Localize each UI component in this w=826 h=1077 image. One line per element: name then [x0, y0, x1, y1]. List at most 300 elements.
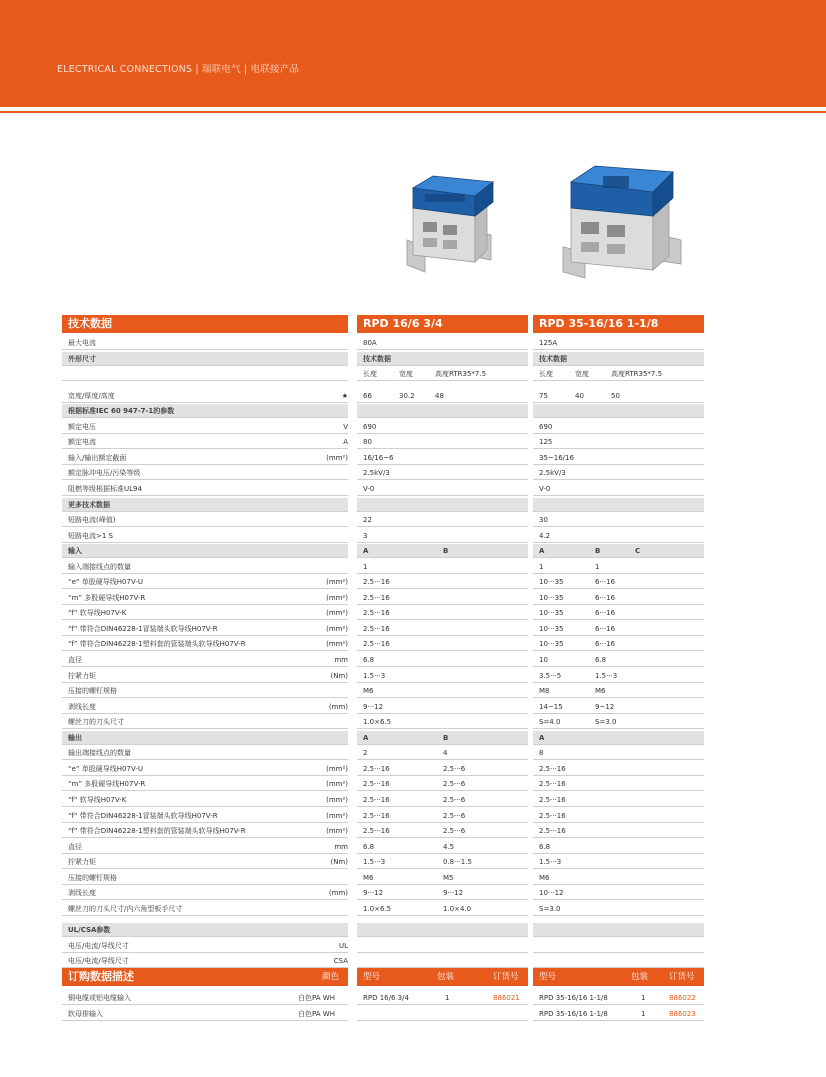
row-value-product1	[357, 902, 528, 916]
row-unit: mm	[300, 840, 348, 854]
row-unit: (mm²)	[300, 793, 348, 807]
row-unit	[300, 466, 348, 480]
row-unit: (mm²)	[300, 637, 348, 651]
row-value-product2	[533, 653, 704, 667]
row-label: “f” 带符合DIN46228-1塑料套的管装端头软导线H07V-R	[62, 824, 348, 838]
value-part: M6	[363, 873, 374, 882]
table-row	[0, 622, 826, 636]
row-value-product1	[357, 544, 528, 558]
row-unit	[300, 352, 348, 366]
row-value-product2	[533, 715, 704, 729]
value-part: 6···16	[595, 609, 616, 618]
row-value-product2	[533, 367, 704, 381]
row-unit	[300, 513, 348, 527]
row-label: 根据标准IEC 60 947-7-1的参数	[62, 404, 348, 418]
table-row	[0, 923, 826, 937]
value-part: V-0	[539, 484, 551, 493]
row-value-product2	[533, 404, 704, 418]
value-part: 6.8	[363, 842, 375, 851]
value-part: 1.5···3	[363, 858, 386, 867]
value-part: A	[539, 733, 545, 742]
row-label: “f” 软导线H07V-K	[62, 793, 348, 807]
table-row	[0, 404, 826, 418]
row-value-product2	[533, 529, 704, 543]
value-part: 75	[539, 391, 548, 400]
value-part: 1.5···3	[595, 671, 618, 680]
order-o2[interactable]: 886023	[669, 1010, 696, 1018]
order-pack-label-1: 包装	[437, 972, 455, 982]
value-part: 10···35	[539, 593, 564, 602]
value-part: 10···35	[539, 640, 564, 649]
value-part: S=4.0	[539, 718, 561, 727]
row-unit	[300, 404, 348, 418]
row-value-product2	[533, 923, 704, 937]
row-value-product2	[533, 606, 704, 620]
value-part: 2.5kV/3	[539, 469, 566, 478]
value-part: 2.5···16	[363, 780, 390, 789]
row-label: “f” 软导线H07V-K	[62, 606, 348, 620]
value-part: 2	[363, 749, 368, 758]
row-unit	[300, 731, 348, 745]
table-row	[0, 336, 826, 350]
value-part: M6	[539, 873, 550, 882]
value-part: 30.2	[399, 391, 415, 400]
value-part: 10···35	[539, 609, 564, 618]
row-label: “f” 带符合DIN46228-1冒装端头软导线H07V-R	[62, 622, 348, 636]
order-color-label: 颜色	[322, 972, 340, 982]
table-row	[0, 544, 826, 558]
value-part: 1.0×6.5	[363, 718, 392, 727]
row-value-product2	[533, 637, 704, 651]
row-value-product1	[357, 871, 528, 885]
row-label: 电压/电流/导线尺寸	[62, 939, 348, 953]
row-unit	[300, 871, 348, 885]
table-row	[0, 560, 826, 574]
row-label: 输出端接线点的数量	[62, 746, 348, 760]
order-product1-bar	[357, 968, 528, 986]
table-row	[0, 389, 826, 403]
value-part: V-0	[363, 484, 375, 493]
value-part: 6.8	[363, 656, 375, 664]
product2-header: RPD 35-16/16 1-1/8	[533, 315, 704, 333]
order-description	[62, 1007, 348, 1021]
value-part: 690	[539, 422, 553, 431]
value-part: 2.5···16	[363, 578, 390, 587]
row-value-product2	[533, 544, 704, 558]
order-description-text: 软母排输入	[68, 1010, 103, 1018]
table-row	[0, 700, 826, 714]
order-p2: 1	[641, 994, 646, 1002]
value-part: 40	[575, 391, 584, 400]
value-part: B	[443, 733, 449, 742]
value-part: 3	[363, 531, 368, 540]
value-part: 1.0×4.0	[443, 904, 472, 913]
value-part: 9~12	[595, 702, 615, 711]
row-value-product1	[357, 498, 528, 512]
row-label: 额定电压	[62, 420, 348, 434]
value-part: 1	[363, 562, 368, 571]
value-part: 2.5···16	[363, 624, 390, 633]
row-value-product2	[533, 731, 704, 745]
row-label: 输入端接线点的数量	[62, 560, 348, 574]
value-part: 125A	[539, 339, 558, 347]
row-value-product2	[533, 591, 704, 605]
row-label: 剥线长度	[62, 886, 348, 900]
value-part: 宽度	[575, 370, 589, 379]
row-value-product2	[533, 886, 704, 900]
row-value-product1	[357, 591, 528, 605]
row-label: “e” 单股硬导线H07V-U	[62, 575, 348, 589]
row-value-product1	[357, 389, 528, 403]
value-part: 9···12	[443, 889, 464, 898]
table-row	[0, 840, 826, 854]
row-label: 短路电流>1 S	[62, 529, 348, 543]
row-value-product1	[357, 731, 528, 745]
table-row	[0, 715, 826, 729]
row-label: 阻燃等级根据标准UL94	[62, 482, 348, 496]
row-value-product1	[357, 777, 528, 791]
row-label: 输出	[62, 731, 348, 745]
row-value-product2	[533, 746, 704, 760]
value-part: 22	[363, 516, 372, 525]
row-value-product1	[357, 606, 528, 620]
value-part: 2.5kV/3	[363, 469, 390, 478]
value-part: 2.5···16	[363, 795, 390, 804]
value-part: A	[539, 547, 545, 556]
value-part: 6.8	[539, 842, 551, 851]
row-value-product1	[357, 435, 528, 449]
value-part: S=3.0	[595, 718, 617, 727]
row-label: 螺丝刀的刀头尺寸	[62, 715, 348, 729]
row-label: 压接的螺钉规格	[62, 871, 348, 885]
row-unit: (mm²)	[300, 575, 348, 589]
row-value-product1	[357, 482, 528, 496]
row-value-product2	[533, 762, 704, 776]
table-row	[0, 575, 826, 589]
value-part: 6···16	[595, 624, 616, 633]
value-part: 2.5···16	[363, 827, 390, 836]
row-label: 更多技术数据	[62, 498, 348, 512]
table-row	[0, 809, 826, 823]
value-part: 30	[539, 516, 548, 525]
row-label: 短路电流(峰值)	[62, 513, 348, 527]
row-value-product2	[533, 482, 704, 496]
value-part: 2.5···16	[363, 640, 390, 649]
row-value-product1	[357, 420, 528, 434]
row-unit: (mm)	[300, 700, 348, 714]
table-row	[0, 684, 826, 698]
value-part: 10···35	[539, 578, 564, 587]
table-row	[0, 824, 826, 838]
row-value-product2	[533, 420, 704, 434]
row-value-product2	[533, 809, 704, 823]
row-value-product1	[357, 352, 528, 366]
value-part: 2.5···16	[363, 764, 390, 773]
row-value-product1	[357, 466, 528, 480]
row-label: 电压/电流/导线尺寸	[62, 954, 348, 968]
row-value-product2	[533, 871, 704, 885]
row-value-product2	[533, 700, 704, 714]
row-value-product1	[357, 451, 528, 465]
value-part: 4.5	[443, 842, 455, 851]
order-m1: RPD 16/6 3/4	[363, 994, 409, 1002]
table-row	[0, 653, 826, 667]
value-part: 9···12	[363, 889, 384, 898]
order-product2-bar	[533, 968, 704, 986]
row-label: 剥线长度	[62, 700, 348, 714]
order-model-label-2: 型号	[539, 972, 557, 982]
row-unit: (mm²)	[300, 451, 348, 465]
value-part: 2.5···6	[443, 780, 466, 789]
order-p1: 1	[445, 994, 450, 1002]
product1-header: RPD 16/6 3/4	[357, 315, 528, 333]
row-value-product2	[533, 793, 704, 807]
table-row	[0, 352, 826, 366]
order-product2	[533, 991, 704, 1005]
row-unit	[300, 336, 348, 350]
table-row	[0, 529, 826, 543]
value-part: B	[595, 547, 601, 556]
product-image-rpd-35-16	[555, 152, 690, 282]
tech-data-header: 技术数据	[62, 315, 348, 333]
value-part: 48	[435, 391, 444, 400]
row-label: 直径	[62, 653, 348, 667]
order-title: 订购数据描述	[68, 970, 134, 983]
table-row	[0, 762, 826, 776]
row-value-product1	[357, 715, 528, 729]
row-value-product2	[533, 336, 704, 350]
order-number-label-2: 订货号	[669, 972, 695, 982]
row-value-product2	[533, 352, 704, 366]
row-value-product2	[533, 824, 704, 838]
value-part: 2.5···16	[539, 827, 566, 836]
row-value-product1	[357, 404, 528, 418]
row-unit: UL	[300, 939, 348, 953]
value-part: 50	[611, 391, 620, 400]
table-row	[0, 367, 826, 381]
order-p2: 1	[641, 1010, 646, 1018]
order-product1	[357, 991, 528, 1005]
header-banner	[0, 0, 826, 107]
value-part: 技术数据	[363, 354, 391, 363]
value-part: 3.5···5	[539, 671, 562, 680]
row-value-product2	[533, 389, 704, 403]
row-unit	[300, 560, 348, 574]
row-label: 额定电流	[62, 435, 348, 449]
value-part: 80	[363, 438, 372, 447]
value-part: 6···16	[595, 578, 616, 587]
row-label: 输入	[62, 544, 348, 558]
row-unit: A	[300, 435, 348, 449]
table-row	[0, 466, 826, 480]
row-value-product2	[533, 855, 704, 869]
row-value-product2	[533, 684, 704, 698]
value-part: 高度RTR35*7.5	[435, 370, 487, 379]
row-value-product1	[357, 513, 528, 527]
row-value-product1	[357, 923, 528, 937]
row-value-product1	[357, 529, 528, 543]
value-part: 66	[363, 391, 372, 400]
row-unit: (Nm)	[300, 855, 348, 869]
value-part: 6···16	[595, 640, 616, 649]
row-unit: (mm²)	[300, 809, 348, 823]
value-part: 10	[539, 656, 548, 664]
row-label: 压接的螺钉规格	[62, 684, 348, 698]
value-part: M8	[539, 687, 550, 696]
order-color: 白色PA WH	[298, 994, 335, 1002]
row-label: “e” 单股硬导线H07V-U	[62, 762, 348, 776]
row-value-product2	[533, 777, 704, 791]
value-part: M5	[443, 873, 454, 882]
order-m2: RPD 35-16/16 1-1/8	[539, 1010, 608, 1018]
row-unit: (mm²)	[300, 606, 348, 620]
value-part: 2.5···16	[539, 780, 566, 789]
value-part: A	[363, 547, 369, 556]
row-unit	[300, 902, 348, 916]
row-value-product2	[533, 435, 704, 449]
value-part: 2.5···16	[363, 811, 390, 820]
row-value-product1	[357, 939, 528, 953]
value-part: M6	[363, 687, 374, 696]
order-o2[interactable]: 886022	[669, 994, 696, 1002]
value-part: 35~16/16	[539, 453, 574, 462]
row-value-product1	[357, 367, 528, 381]
value-part: A	[363, 733, 369, 742]
table-row	[0, 939, 826, 953]
table-row	[0, 793, 826, 807]
banner-title: ELECTRICAL CONNECTIONS | 瑞联电气 | 电联接产品	[57, 64, 300, 75]
row-label: 输入/输出额定截面	[62, 451, 348, 465]
row-unit: (mm²)	[300, 591, 348, 605]
row-unit: (mm²)	[300, 622, 348, 636]
order-m2: RPD 35-16/16 1-1/8	[539, 994, 608, 1002]
row-value-product1	[357, 746, 528, 760]
row-unit	[300, 498, 348, 512]
row-value-product1	[357, 886, 528, 900]
row-unit: V	[300, 420, 348, 434]
row-value-product2	[533, 560, 704, 574]
value-part: 10···12	[539, 889, 564, 898]
order-o1[interactable]: 886021	[493, 994, 520, 1002]
value-part: 2.5···6	[443, 811, 466, 820]
row-unit	[300, 715, 348, 729]
value-part: 宽度	[399, 370, 413, 379]
row-unit	[300, 684, 348, 698]
row-label: “f” 带符合DIN46228-1冒装端头软导线H07V-R	[62, 809, 348, 823]
value-part: 长度	[539, 370, 553, 379]
value-part: 1	[595, 562, 600, 571]
table-row	[0, 420, 826, 434]
row-value-product2	[533, 575, 704, 589]
value-part: S=3.0	[539, 904, 561, 913]
value-part: 2.5···16	[363, 609, 390, 618]
table-row	[0, 591, 826, 605]
order-product1	[357, 1007, 528, 1021]
row-value-product1	[357, 700, 528, 714]
row-label: 宽度/厚度/高度	[62, 389, 348, 403]
row-unit: (mm²)	[300, 762, 348, 776]
row-value-product1	[357, 684, 528, 698]
order-description-text: 铜电缆或铝电缆输入	[68, 994, 131, 1002]
table-row	[0, 513, 826, 527]
value-part: 0.8···1.5	[443, 858, 472, 867]
row-unit	[300, 544, 348, 558]
table-row	[0, 482, 826, 496]
row-value-product1	[357, 669, 528, 683]
value-part: 1.5···3	[363, 671, 386, 680]
table-row	[0, 435, 826, 449]
row-label: 拧紧力矩	[62, 669, 348, 683]
row-unit	[300, 923, 348, 937]
row-value-product1	[357, 954, 528, 968]
row-value-product1	[357, 840, 528, 854]
value-part: 2.5···16	[363, 593, 390, 602]
row-label: 直径	[62, 840, 348, 854]
row-unit	[300, 746, 348, 760]
row-value-product1	[357, 637, 528, 651]
order-description	[62, 991, 348, 1005]
table-row	[0, 451, 826, 465]
row-label: 最大电流	[62, 336, 348, 350]
row-value-product2	[533, 498, 704, 512]
row-unit	[300, 367, 348, 381]
row-unit: ★	[300, 389, 348, 403]
table-row	[0, 777, 826, 791]
row-unit: (mm)	[300, 886, 348, 900]
row-value-product1	[357, 336, 528, 350]
table-row	[0, 606, 826, 620]
row-value-product1	[357, 824, 528, 838]
row-value-product1	[357, 762, 528, 776]
value-part: 2.5···16	[539, 811, 566, 820]
row-value-product2	[533, 669, 704, 683]
table-row	[0, 498, 826, 512]
value-part: M6	[595, 687, 606, 696]
row-label: 拧紧力矩	[62, 855, 348, 869]
value-part: 技术数据	[539, 354, 567, 363]
row-unit: mm	[300, 653, 348, 667]
table-row	[0, 669, 826, 683]
value-part: 10···35	[539, 624, 564, 633]
row-value-product2	[533, 902, 704, 916]
order-title-bar	[62, 968, 348, 986]
row-value-product1	[357, 575, 528, 589]
value-part: 690	[363, 422, 377, 431]
value-part: 1.5···3	[539, 858, 562, 867]
table-row	[0, 886, 826, 900]
row-value-product1	[357, 653, 528, 667]
row-value-product1	[357, 809, 528, 823]
row-unit: (mm²)	[300, 824, 348, 838]
value-part: 6.8	[595, 656, 607, 664]
value-part: 8	[539, 749, 544, 758]
value-part: 2.5···16	[539, 764, 566, 773]
row-label: “f” 带符合DIN46228-1塑料套的管装端头软导线H07V-R	[62, 637, 348, 651]
value-part: 长度	[363, 370, 377, 379]
value-part: 16/16~6	[363, 453, 394, 462]
row-value-product2	[533, 840, 704, 854]
order-pack-label-2: 包装	[631, 972, 649, 982]
row-label: “m” 多股硬导线H07V-R	[62, 591, 348, 605]
row-label: 外形尺寸	[62, 352, 348, 366]
row-label: “m” 多股硬导线H07V-R	[62, 777, 348, 791]
row-value-product1	[357, 560, 528, 574]
row-unit: (Nm)	[300, 669, 348, 683]
table-row	[0, 902, 826, 916]
row-value-product2	[533, 451, 704, 465]
value-part: 1	[539, 562, 544, 571]
row-label: 额定脉冲电压/污染等级	[62, 466, 348, 480]
